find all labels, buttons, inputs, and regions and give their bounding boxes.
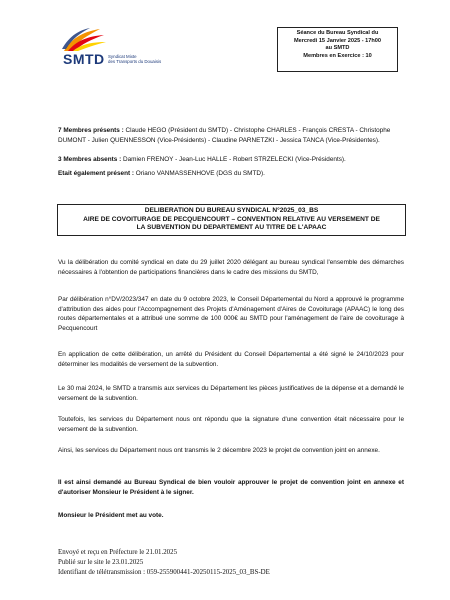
session-location: au SMTD xyxy=(325,45,350,52)
logo-full-name xyxy=(108,54,188,64)
absent-label: 3 Membres absents : xyxy=(58,156,122,163)
session-members: Membres en Exercice : 10 xyxy=(303,53,372,60)
smtd-logo xyxy=(60,27,190,75)
paragraph-4: Le 30 mai 2024, le SMTD a transmis aux services du Département les pièces justificatives de la dépense et a demandé le versement de la subvention. xyxy=(58,385,404,402)
paragraph-2: Par délibération n°DV/2023/347 en date du 9 octobre 2023, le Conseil Départemental du Nord a approuvé le programme d'attribution des aides pour l'Accompagnement des Projets d'Aménagement d'Aires de Covoiturage (APAAC) le long des routes départementales et a attribué une somme de 100 000€ au SMTD pour l'aménagement de l'aire de covoiturage à Pecquencourt xyxy=(58,296,404,332)
present-text: Claude HEGO (Président du SMTD) - Christophe CHARLES - François CRESTA - Christophe DUMONT - Julien QUENNESSON (Vice-Présidents) - Claudine PARNETZKI - Jessica TANCA (Vice-Présidentes). xyxy=(58,127,391,144)
footer-published: Publié sur le site le 23.01.2025 xyxy=(58,559,144,566)
present-label: 7 Membres présents : xyxy=(58,127,124,134)
title-line3: LA SUBVENTION DU DEPARTEMENT AU TITRE DE L'APAAC xyxy=(136,224,327,232)
logo-swoosh-icon xyxy=(60,27,108,53)
logo-abbreviation: SMTD xyxy=(63,51,105,67)
footer-identifier: Identifiant de télétransmission : 059-255900441-20250115-2025_03_BS-DE xyxy=(58,569,270,576)
session-line1: Séance du Bureau Syndical du xyxy=(296,30,379,36)
title-line1: DELIBERATION DU BUREAU SYNDICAL N°2025_03_BS xyxy=(144,207,319,214)
logo-name-line2: des Transports du Douaisis xyxy=(108,59,162,64)
also-present xyxy=(58,169,404,179)
footer-prefecture: Envoyé et reçu en Préfecture le 21.01.2025 xyxy=(58,549,178,556)
paragraph-5: Toutefois, les services du Département nous ont répondu que la signature d'une convention était nécessaire pour le versement de la subvention. xyxy=(58,416,404,433)
paragraph-7: Il est ainsi demandé au Bureau Syndical de bien vouloir approuver le projet de convention joint en annexe et d'autoriser Monsieur le Président à le signer. xyxy=(58,479,404,496)
title-line2: AIRE DE COVOITURAGE DE PECQUENCOURT – CONVENTION RELATIVE AU VERSEMENT DE xyxy=(83,215,380,223)
also-present-text: Oriano VANMASSENHOVE (DGS du SMTD). xyxy=(135,170,265,177)
deliberation-title-box xyxy=(57,204,406,236)
session-date: Mercredi 15 Janvier 2025 - 17h00 xyxy=(293,37,382,44)
paragraph-1: Vu la délibération du comité syndical en date du 29 juillet 2020 délégant au bureau syndical l'ensemble des démarches nécessaires à l'obtention de participations financières dans le cadre des missions du SMTD, xyxy=(58,259,404,276)
present-members xyxy=(58,126,404,145)
absent-members xyxy=(58,155,404,165)
absent-text: Damien FRENOY - Jean-Luc HALLE - Robert STRZELECKI (Vice-Présidents). xyxy=(123,156,346,163)
paragraph-6: Ainsi, les services du Département nous ont transmis le 2 décembre 2023 le projet de convention joint en annexe. xyxy=(58,447,380,454)
paragraph-3: En application de cette délibération, un arrêté du Président du Conseil Départemental a été signé le 24/10/2023 pour déterminer les modalités de versement de la subvention. xyxy=(58,351,404,368)
paragraph-8: Monsieur le Président met au vote. xyxy=(58,512,164,519)
logo-name-line1: Syndicat Mixte xyxy=(108,54,137,59)
session-info-box xyxy=(277,27,398,72)
also-present-label: Etait également présent : xyxy=(58,170,134,177)
